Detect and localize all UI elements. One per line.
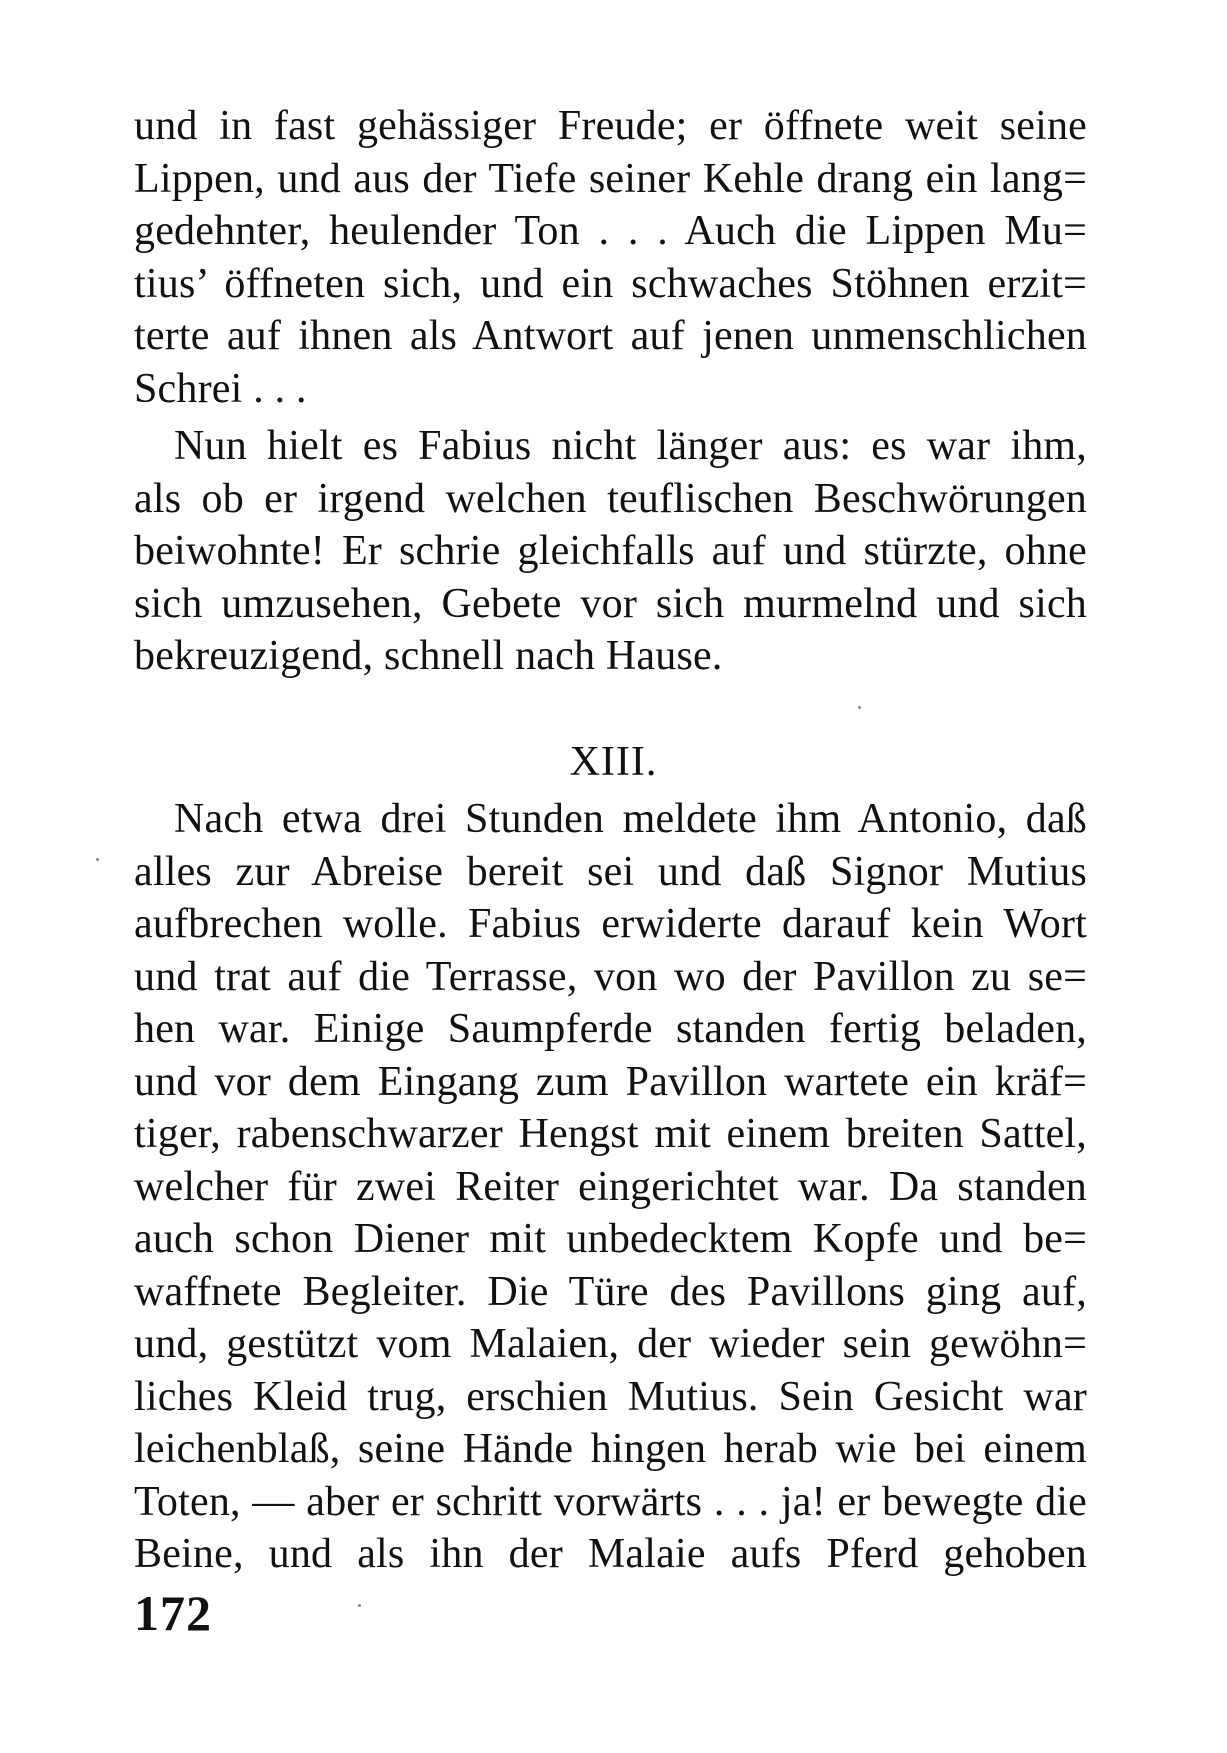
text-line: tius’ öffneten sich, und ein schwaches Stöhnen erzit= — [134, 260, 1087, 307]
text-line: Schrei . . . — [134, 365, 307, 412]
text-line: terte auf ihnen als Antwort auf jenen unmenschlichen — [134, 313, 1087, 359]
text-line: hen war. Einige Saumpferde standen fertig beladen, — [134, 1006, 1087, 1052]
text-line: gedehnter, heulender Ton . . . Auch die Lippen Mu= — [134, 208, 1087, 254]
paragraph-1 — [134, 100, 1087, 415]
paragraph-3 — [134, 793, 1087, 1581]
text-line: und, gestützt vom Malaien, der wieder sein gewöhn= — [134, 1321, 1087, 1367]
text-line: sich umzusehen, Gebete vor sich murmelnd und sich — [134, 580, 1087, 627]
paper-speck — [858, 706, 861, 709]
text-line: tiger, rabenschwarzer Hengst mit einem breiten Sattel, — [134, 1111, 1087, 1157]
paragraph-2 — [134, 420, 1087, 683]
text-line: leichenblaß, seine Hände hingen herab wie bei einem — [134, 1426, 1087, 1472]
page-number: 172 — [134, 1585, 212, 1641]
text-line: Beine, und als ihn der Malaie aufs Pferd gehoben — [134, 1531, 1087, 1577]
paper-speck — [358, 1604, 361, 1607]
text-line: Lippen, und aus der Tiefe seiner Kehle drang ein lang= — [134, 155, 1087, 202]
text-line: Nach etwa drei Stunden meldete ihm Antonio, daß — [174, 796, 1087, 842]
text-line: waffnete Begleiter. Die Türe des Pavillons ging auf, — [134, 1268, 1087, 1315]
text-line: Toten, — aber er schritt vorwärts . . . ja! er bewegte die — [134, 1478, 1087, 1525]
text-line: bekreuzigend, schnell nach Hause. — [134, 633, 723, 679]
text-line: aufbrechen wolle. Fabius erwiderte darauf kein Wort — [134, 901, 1087, 947]
chapter-heading: XIII. — [569, 739, 658, 785]
text-line: Nun hielt es Fabius nicht länger aus: es war ihm, — [174, 423, 1087, 469]
text-line: alles zur Abreise bereit sei und daß Signor Mutius — [134, 848, 1087, 895]
text-line: welcher für zwei Reiter eingerichtet war. Da standen — [134, 1163, 1087, 1210]
text-line: und trat auf die Terrasse, von wo der Pavillon zu se= — [134, 953, 1087, 1000]
text-line: beiwohnte! Er schrie gleichfalls auf und stürzte, ohne — [134, 528, 1087, 574]
text-line: als ob er irgend welchen teuflischen Beschwörungen — [134, 475, 1087, 522]
paper-speck — [96, 858, 99, 861]
text-line: auch schon Diener mit unbedecktem Kopfe und be= — [134, 1216, 1087, 1262]
text-line: und in fast gehässiger Freude; er öffnete weit seine — [134, 103, 1087, 149]
text-line: liches Kleid trug, erschien Mutius. Sein Gesicht war — [134, 1373, 1087, 1420]
text-line: und vor dem Eingang zum Pavillon wartete ein kräf= — [134, 1058, 1087, 1105]
